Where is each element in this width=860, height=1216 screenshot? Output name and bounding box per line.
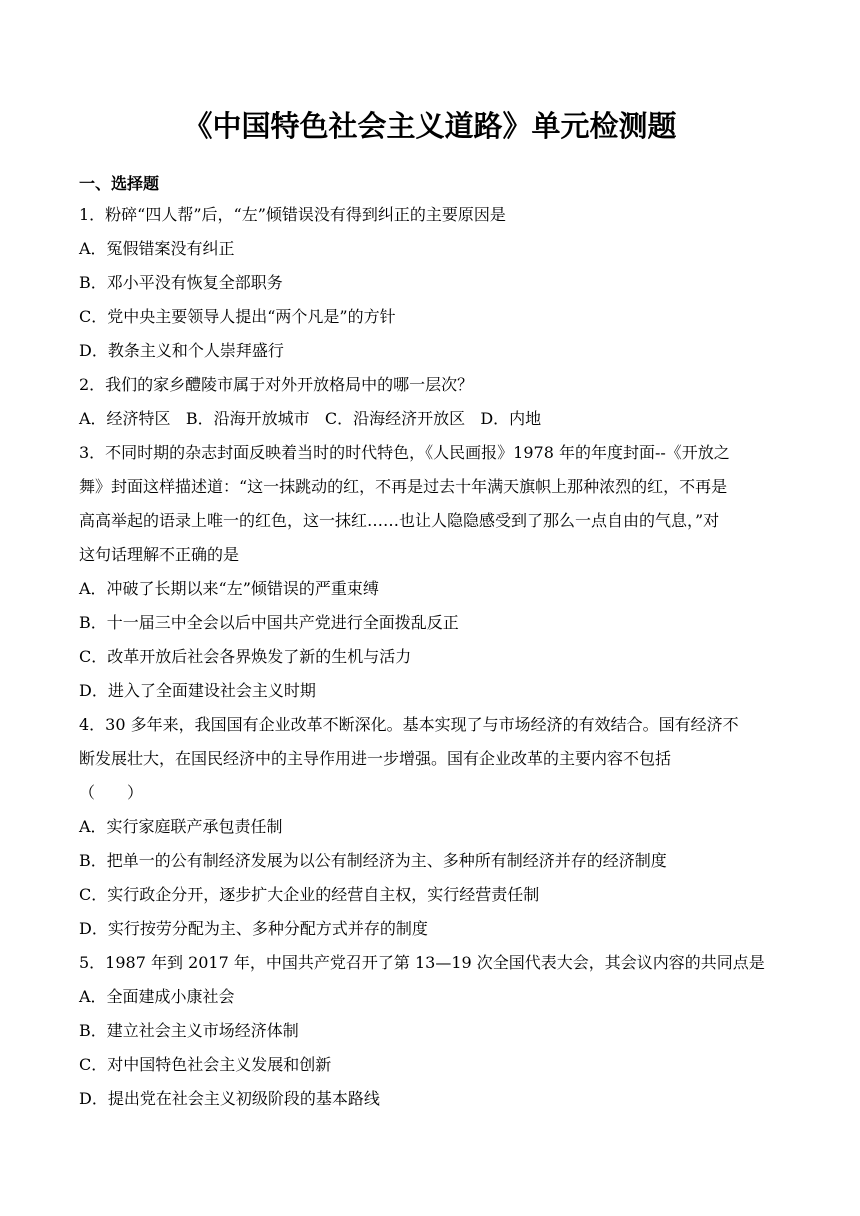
option-b: B．邓小平没有恢复全部职务 (79, 273, 283, 292)
question-stem: 5．1987 年到 2017 年，中国共产党召开了第 13—19 次全国代表大会，其会议内容的共同点是 (79, 953, 765, 972)
option-a: A．全面建成小康社会 (79, 987, 235, 1006)
question-2 (79, 368, 784, 436)
options-row: A．经济特区 B．沿海开放城市 C．沿海经济开放区 D．内地 (79, 409, 542, 428)
section-heading: 一、选择题 (79, 174, 160, 193)
question-stem-line: 高高举起的语录上唯一的红色，这一抹红……也让人隐隐感受到了那么一点自由的气息，”对 (79, 511, 720, 530)
option-a: A．冲破了长期以来“左”倾错误的严重束缚 (79, 579, 379, 598)
question-stem-line: 这句话理解不正确的是 (79, 545, 240, 564)
option-d: D．提出党在社会主义初级阶段的基本路线 (79, 1089, 380, 1108)
option-d: D．教条主义和个人崇拜盛行 (79, 341, 284, 360)
question-stem-line: 断发展壮大，在国民经济中的主导作用进一步增强。国有企业改革的主要内容不包括 (79, 749, 672, 768)
option-b: B．十一届三中全会以后中国共产党进行全面拨乱反正 (79, 613, 459, 632)
option-c: C．党中央主要领导人提出“两个凡是”的方针 (79, 307, 396, 326)
option-b: B．建立社会主义市场经济体制 (79, 1021, 299, 1040)
question-stem-line: 舞》封面这样描述道：“这一抹跳动的红，不再是过去十年满天旗帜上那种浓烈的红，不再是 (79, 477, 728, 496)
document-body (79, 170, 784, 1116)
question-4 (79, 708, 784, 946)
option-b: B．把单一的公有制经济发展为以公有制经济为主、多种所有制经济并存的经济制度 (79, 851, 667, 870)
option-d: D．进入了全面建设社会主义时期 (79, 681, 316, 700)
question-3 (79, 436, 784, 708)
option-c: C．对中国特色社会主义发展和创新 (79, 1055, 332, 1074)
option-a: A．冤假错案没有纠正 (79, 239, 235, 258)
option-a: A．实行家庭联产承包责任制 (79, 817, 283, 836)
option-c: C．实行政企分开，逐步扩大企业的经营自主权，实行经营责任制 (79, 885, 540, 904)
question-stem: 2．我们的家乡醴陵市属于对外开放格局中的哪一层次？ (79, 375, 474, 394)
option-c: C．改革开放后社会各界焕发了新的生机与活力 (79, 647, 412, 666)
question-stem-line: 4．30 多年来，我国国有企业改革不断深化。基本实现了与市场经济的有效结合。国有经济不 (79, 715, 739, 734)
answer-blank: （ ） (79, 783, 144, 802)
page-title: 《中国特色社会主义道路》单元检测题 (183, 109, 677, 143)
option-d: D．实行按劳分配为主、多种分配方式并存的制度 (79, 919, 428, 938)
question-stem-line: 3．不同时期的杂志封面反映着当时的时代特色，《人民画报》1978 年的年度封面--《开放之 (79, 443, 730, 462)
question-5 (79, 946, 784, 1116)
question-stem: 1．粉碎“四人帮”后，“左”倾错误没有得到纠正的主要原因是 (79, 205, 506, 224)
question-1 (79, 198, 784, 368)
